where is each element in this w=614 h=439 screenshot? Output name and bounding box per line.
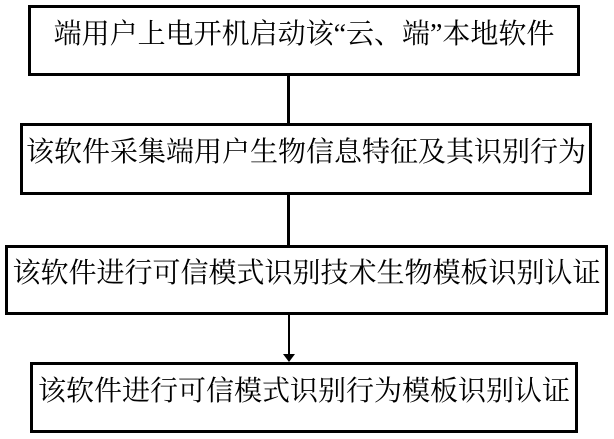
flow-step-label: 端用户上电开机启动该“云、端”本地软件: [53, 18, 555, 50]
flow-step-label: 该软件采集端用户生物信息特征及其识别行为: [25, 137, 586, 168]
connector-line-1: [287, 76, 290, 123]
flow-step-power-on: [28, 5, 580, 76]
arrow-down-icon: [283, 354, 295, 362]
flow-step-collect-bio-info: [20, 123, 592, 195]
flow-step-behavior-template-auth: [30, 362, 578, 433]
flow-step-bio-template-auth: [5, 245, 608, 315]
flow-step-label: 该软件进行可信模式识别技术生物模板识别认证: [12, 258, 601, 289]
connector-line-3: [288, 315, 290, 357]
flow-step-label: 该软件进行可信模式识别行为模板识别认证: [37, 375, 570, 407]
connector-line-2: [287, 195, 290, 245]
